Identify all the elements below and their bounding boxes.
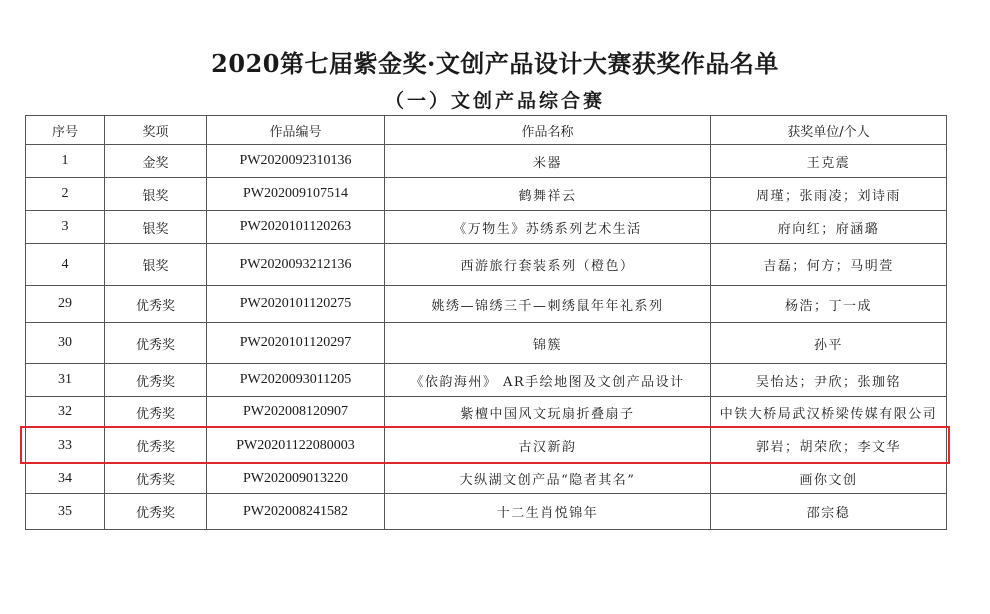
row-serial: 33: [26, 428, 105, 464]
row-name: 古汉新韵: [385, 428, 711, 464]
row-winner: 府向红；府涵璐: [711, 211, 947, 244]
row-winner: 郭岩；胡荣欣；李文华: [711, 428, 947, 464]
row-code: PW20201122080003: [207, 428, 385, 464]
header-name: 作品名称: [385, 116, 711, 145]
table-row: [26, 464, 947, 494]
table-row: [26, 178, 947, 211]
row-serial: 2: [26, 178, 105, 211]
row-award: 优秀奖: [105, 364, 207, 397]
row-serial: 32: [26, 397, 105, 428]
section-subtitle: （一）文创产品综合赛: [384, 90, 605, 112]
table-row: [26, 323, 947, 364]
row-code: PW2020092310136: [207, 145, 385, 178]
row-serial: 1: [26, 145, 105, 178]
row-code: PW202008241582: [207, 494, 385, 530]
page-title: 2020第七届紫金奖·文创产品设计大赛获奖作品名单: [211, 49, 779, 78]
header-serial: 序号: [26, 116, 105, 145]
row-code: PW2020093212136: [207, 244, 385, 286]
row-serial: 34: [26, 464, 105, 494]
row-code: PW202009107514: [207, 178, 385, 211]
table-row: [26, 211, 947, 244]
table-row: [26, 494, 947, 530]
row-serial: 4: [26, 244, 105, 286]
row-serial: 31: [26, 364, 105, 397]
table-row: [26, 145, 947, 178]
row-name: 姚绣—锦绣三千—刺绣鼠年年礼系列: [385, 286, 711, 323]
row-serial: 3: [26, 211, 105, 244]
table-row: [26, 244, 947, 286]
row-award: 银奖: [105, 211, 207, 244]
table-row: [26, 364, 947, 397]
row-winner: 邵宗稳: [711, 494, 947, 530]
row-winner: 吉磊；何方；马明萱: [711, 244, 947, 286]
row-name: 米器: [385, 145, 711, 178]
row-serial: 30: [26, 323, 105, 364]
row-code: PW202009013220: [207, 464, 385, 494]
header-award: 奖项: [105, 116, 207, 145]
row-award: 金奖: [105, 145, 207, 178]
table-header-row: [26, 116, 947, 145]
row-name: 《万物生》苏绣系列艺术生活: [385, 211, 711, 244]
row-code: PW2020101120263: [207, 211, 385, 244]
row-winner: 王克震: [711, 145, 947, 178]
row-award: 优秀奖: [105, 323, 207, 364]
row-award: 银奖: [105, 244, 207, 286]
row-award: 优秀奖: [105, 464, 207, 494]
row-award: 优秀奖: [105, 286, 207, 323]
row-name: 紫檀中国风文玩扇折叠扇子: [385, 397, 711, 428]
row-name: 锦簇: [385, 323, 711, 364]
row-code: PW2020093011205: [207, 364, 385, 397]
row-code: PW2020101120297: [207, 323, 385, 364]
awards-table: [25, 115, 947, 530]
table-row: [26, 286, 947, 323]
row-winner: 中铁大桥局武汉桥梁传媒有限公司: [711, 397, 947, 428]
row-winner: 吴怡达；尹欣；张珈铭: [711, 364, 947, 397]
row-award: 优秀奖: [105, 397, 207, 428]
row-code: PW2020101120275: [207, 286, 385, 323]
row-winner: 周瑾；张雨凌；刘诗雨: [711, 178, 947, 211]
row-award: 优秀奖: [105, 428, 207, 464]
row-name: 《依韵海州》 AR手绘地图及文创产品设计: [385, 364, 711, 397]
table-row: [26, 428, 947, 464]
row-name: 西游旅行套装系列（橙色）: [385, 244, 711, 286]
row-code: PW202008120907: [207, 397, 385, 428]
row-serial: 29: [26, 286, 105, 323]
header-winner: 获奖单位/个人: [711, 116, 947, 145]
row-award: 银奖: [105, 178, 207, 211]
table-row: [26, 397, 947, 428]
row-name: 十二生肖悦锦年: [385, 494, 711, 530]
row-serial: 35: [26, 494, 105, 530]
row-award: 优秀奖: [105, 494, 207, 530]
row-winner: 画你文创: [711, 464, 947, 494]
row-name: 大纵湖文创产品“隐者其名”: [385, 464, 711, 494]
header-code: 作品编号: [207, 116, 385, 145]
row-winner: 孙平: [711, 323, 947, 364]
row-winner: 杨浩；丁一成: [711, 286, 947, 323]
row-name: 鹤舞祥云: [385, 178, 711, 211]
